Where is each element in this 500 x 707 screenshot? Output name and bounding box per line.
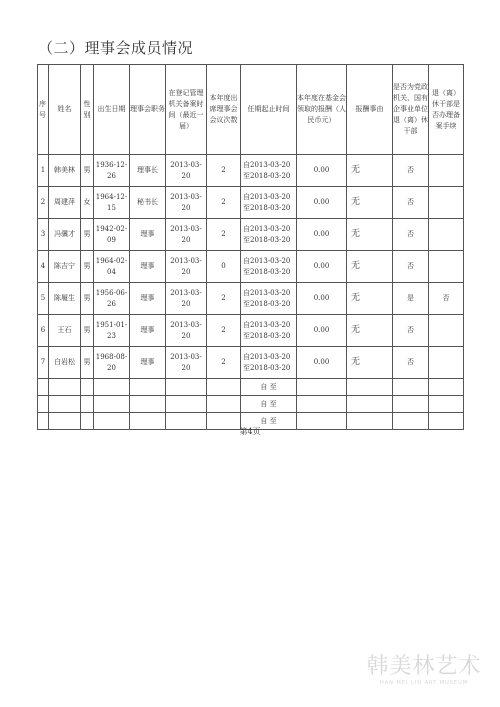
header-position: 理事会职务 [130,65,166,155]
cell-term [241,283,297,315]
cell-registration [166,283,207,315]
cell-remuneration: 0.00 [297,251,347,283]
cell-name [49,155,81,187]
header-registration: 在登记管理机关备案时间（最近一届） [166,65,207,155]
cell-birth-date-text: 1942-02-09 [95,224,128,244]
cell-retired-filing [429,187,464,219]
cell-position-text: 理事长 [137,166,158,174]
cell-index [38,187,49,219]
cell-remuneration-reason: 无 [347,187,393,219]
cell-remuneration-reason: 无 [347,283,393,315]
empty-cell [297,396,347,413]
empty-cell [94,379,130,396]
cell-gender-text: 男 [83,166,91,174]
cell-meetings: 2 [207,155,241,187]
cell-remuneration-reason: 无 [347,219,393,251]
cell-position-text: 理事 [140,294,155,302]
cell-retired-filing [429,155,464,187]
cell-registration-text: 2013-03-20 [170,224,202,244]
cell-name [49,347,81,379]
table-row [38,187,464,219]
empty-cell [130,379,166,396]
cell-position [130,187,166,219]
cell-name [49,251,81,283]
cell-registration [166,251,207,283]
cell-name [49,283,81,315]
header-meetings: 本年度出席理事会会议次数 [207,65,241,155]
header-gender: 性别 [81,65,94,155]
table-row [38,251,464,283]
term-start: 自2013-03-20 [243,320,291,329]
cell-birth-date [94,347,130,379]
cell-gender-text: 男 [83,294,91,302]
blank-row [38,396,464,413]
cell-index [38,155,49,187]
empty-cell [130,396,166,413]
cell-registration-text: 2013-03-20 [170,256,202,276]
empty-cell [393,396,429,413]
empty-cell [429,379,464,396]
cell-gender-text: 女 [83,198,91,206]
cell-term [241,155,297,187]
cell-retired-filing [429,315,464,347]
empty-cell [207,396,241,413]
cell-remuneration: 0.00 [297,155,347,187]
header-remuneration: 本年度在基金会领取的报酬（人民币元） [297,65,347,155]
cell-index-text: 3 [40,230,46,238]
cell-retired-filing [429,219,464,251]
cell-registration [166,155,207,187]
cell-official: 否 [393,219,429,251]
cell-official: 是 [393,283,429,315]
table-row [38,219,464,251]
empty-cell [49,396,81,413]
cell-official: 否 [393,187,429,219]
header-term: 任期起止时间 [241,65,297,155]
header-remuneration-reason: 报酬事由 [347,65,393,155]
cell-index-text: 1 [40,166,46,174]
term-start: 自2013-03-20 [243,192,291,201]
cell-official: 否 [393,155,429,187]
cell-position [130,283,166,315]
cell-registration [166,347,207,379]
empty-cell [38,396,49,413]
header-retired-filing: 退（离）休干部是否办理备案手续 [429,65,464,155]
empty-cell [166,396,207,413]
cell-registration-text: 2013-03-20 [170,160,202,180]
cell-birth-date [94,219,130,251]
cell-term [241,347,297,379]
empty-cell [347,396,393,413]
cell-name-text: 王石 [57,326,72,334]
header-birth-date: 出生日期 [94,65,130,155]
cell-index [38,283,49,315]
header-index: 序号 [38,65,49,155]
cell-remuneration: 0.00 [297,219,347,251]
cell-gender [81,155,94,187]
cell-name-text: 韩美林 [54,166,75,174]
table-body [38,155,464,430]
cell-name-text: 冯骥才 [54,230,75,238]
cell-index [38,347,49,379]
cell-position-text: 理事 [140,230,155,238]
cell-birth-date-text: 1936-12-26 [95,160,128,180]
cell-remuneration-reason: 无 [347,155,393,187]
cell-registration-text: 2013-03-20 [170,320,202,340]
cell-position [130,315,166,347]
empty-cell [81,379,94,396]
cell-gender [81,347,94,379]
cell-gender [81,315,94,347]
header-name: 姓名 [49,65,81,155]
term-end: 至2018-03-20 [243,203,291,212]
term-start: 自2013-03-20 [243,288,291,297]
cell-gender-text: 男 [83,230,91,238]
cell-term [241,251,297,283]
cell-remuneration-reason: 无 [347,251,393,283]
cell-gender [81,219,94,251]
cell-gender [81,187,94,219]
cell-meetings: 2 [207,283,241,315]
term-end: 至2018-03-20 [243,267,291,276]
empty-cell [429,396,464,413]
term-start: 自2013-03-20 [243,160,291,169]
table-row [38,283,464,315]
cell-index-text: 7 [40,358,46,366]
cell-birth-date [94,315,130,347]
cell-position [130,155,166,187]
empty-cell [81,396,94,413]
cell-gender [81,283,94,315]
cell-birth-date-text: 1956-06-26 [95,288,128,308]
term-end: 至2018-03-20 [243,171,291,180]
cell-birth-date [94,251,130,283]
cell-name-text: 周建萍 [54,198,75,206]
cell-registration [166,315,207,347]
cell-index-text: 5 [40,294,46,302]
cell-remuneration: 0.00 [297,187,347,219]
cell-name-text: 白岩松 [54,358,75,366]
cell-position [130,347,166,379]
empty-cell [207,379,241,396]
section-title: （二）理事会成员情况 [38,39,194,57]
cell-name [49,187,81,219]
cell-gender-text: 男 [83,358,91,366]
cell-official: 否 [393,347,429,379]
empty-cell [94,396,130,413]
cell-official: 否 [393,315,429,347]
blank-row [38,379,464,396]
cell-birth-date-text: 1951-01-23 [95,320,128,340]
cell-term-blank: 自 至 [241,413,297,430]
term-start: 自2013-03-20 [243,224,291,233]
empty-cell [393,379,429,396]
cell-gender-text: 男 [83,326,91,334]
term-start: 自2013-03-20 [243,256,291,265]
table-row [38,347,464,379]
cell-name [49,219,81,251]
empty-cell [166,379,207,396]
cell-registration [166,219,207,251]
cell-remuneration: 0.00 [297,347,347,379]
cell-meetings: 2 [207,315,241,347]
cell-term [241,219,297,251]
cell-name [49,315,81,347]
cell-birth-date-text: 1964-02-04 [95,256,128,276]
cell-official: 否 [393,251,429,283]
table-row [38,155,464,187]
term-end: 至2018-03-20 [243,235,291,244]
cell-index-text: 2 [40,198,46,206]
watermark-logo: 韩美林艺术 [366,654,482,679]
page-number: 第4页 [239,427,261,436]
cell-index [38,251,49,283]
cell-retired-filing: 否 [429,283,464,315]
term-end: 至2018-03-20 [243,363,291,372]
cell-term [241,315,297,347]
cell-remuneration: 0.00 [297,283,347,315]
cell-term-blank: 自 至 [241,396,297,413]
empty-cell [297,379,347,396]
cell-registration-text: 2013-03-20 [170,352,202,372]
cell-meetings: 2 [207,347,241,379]
cell-position [130,219,166,251]
cell-position-text: 理事 [140,262,155,270]
cell-birth-date [94,155,130,187]
cell-position-text: 理事 [140,358,155,366]
header-official: 是否为党政机关、国有企事业单位退（离）休干部 [393,65,429,155]
cell-gender-text: 男 [83,262,91,270]
cell-index [38,219,49,251]
empty-cell [347,379,393,396]
cell-remuneration-reason: 无 [347,347,393,379]
cell-meetings: 2 [207,187,241,219]
cell-remuneration: 0.00 [297,315,347,347]
cell-meetings: 0 [207,251,241,283]
cell-term [241,187,297,219]
cell-position-text: 秘书长 [137,198,158,206]
cell-birth-date-text: 1968-08-20 [95,352,128,372]
cell-registration-text: 2013-03-20 [170,192,202,212]
cell-index-text: 6 [40,326,46,334]
cell-position-text: 理事 [140,326,155,334]
cell-term-blank: 自 至 [241,379,297,396]
cell-index-text: 4 [40,262,46,270]
cell-name-text: 陈履生 [54,294,75,302]
term-end: 至2018-03-20 [243,299,291,308]
cell-name-text: 陈吉宁 [54,262,75,270]
cell-retired-filing [429,251,464,283]
cell-registration [166,187,207,219]
term-end: 至2018-03-20 [243,331,291,340]
cell-meetings: 2 [207,219,241,251]
term-start: 自2013-03-20 [243,352,291,361]
watermark-caption: HAN MEI LIN ART MUSEUM [379,680,469,686]
cell-position [130,251,166,283]
table-header-row [38,65,464,155]
empty-cell [49,379,81,396]
cell-birth-date [94,187,130,219]
empty-cell [38,379,49,396]
cell-retired-filing [429,347,464,379]
table-row [38,315,464,347]
board-members-table [37,64,464,430]
cell-index [38,315,49,347]
museum-watermark [364,654,484,686]
cell-remuneration-reason: 无 [347,315,393,347]
cell-registration-text: 2013-03-20 [170,288,202,308]
cell-birth-date [94,283,130,315]
cell-gender [81,251,94,283]
cell-birth-date-text: 1964-12-15 [95,192,128,212]
